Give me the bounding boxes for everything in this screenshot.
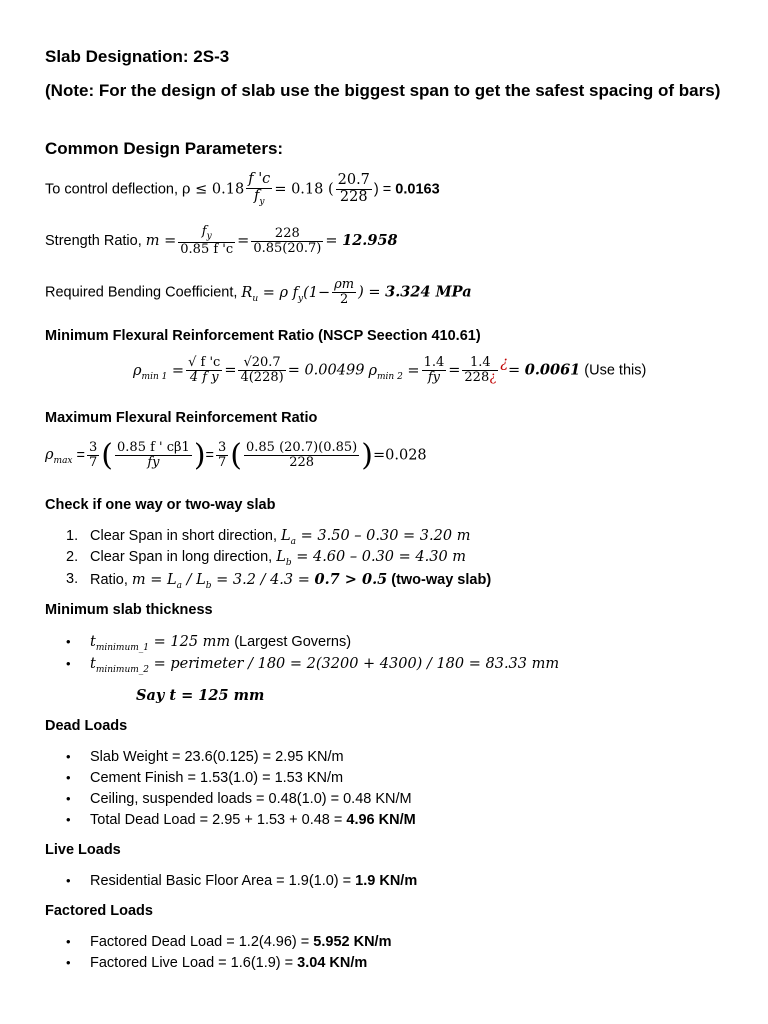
list-item: Ratio, $m = L_a / L_b = 3.2 / 4.3 = 0.7 > 0.5$ (two-way slab): [90, 571, 492, 591]
bullet-icon: •: [66, 749, 71, 764]
deflection-fraction-2: $\frac{20.7}{228}$: [337, 172, 370, 206]
strength-ratio-line: Strength Ratio, m = $\frac{f_y}{0.85 f 'c}$ = $\frac{228}{0.85(20.7)}$ = 12.958: [45, 224, 398, 258]
list-item-number: 2.: [66, 549, 79, 565]
list-item-number: 3.: [66, 571, 79, 587]
list-item: Clear Span in long direction, $L_b = 4.60 - 0.30 = 4.30$ m: [90, 549, 467, 568]
common-params-heading: Common Design Parameters:: [45, 139, 284, 158]
list-item: $t_{minimum\_2}$ = perimeter / 180 = 2(3200 + 4300) / 180 = 83.33 mm: [90, 656, 560, 675]
bullet-icon: •: [66, 873, 71, 888]
max-flex-result: =0.028: [372, 447, 427, 464]
check-heading: Check if one way or two-way slab: [45, 497, 276, 513]
list-item: Total Dead Load = 2.95 + 1.53 + 0.48 = 4.96 KN/M: [90, 812, 416, 828]
deflection-line: To control deflection, ρ ≤ 0.18 $\frac{f 'c}{f_y}$ = 0.18 ( $\frac{20.7}{228}$ ) = 0.0163: [45, 171, 440, 207]
list-item: Ceiling, suspended loads = 0.48(1.0) = 0.48 KN/M: [90, 791, 412, 807]
max-flex-line: $\rho_{max}$ = $\frac{3}{7}$ ( $\frac{0.85 f ' c\beta 1}{fy}$ )= $\frac{3}{7}$ ( $\frac{0.85 (20.7)(0.85)}{228}$ )=0.028: [45, 438, 427, 473]
min-flex-result: 0.0061: [524, 361, 581, 379]
bullet-icon: •: [66, 934, 71, 949]
bullet-icon: •: [66, 955, 71, 970]
list-item: $t_{minimum\_1} = 125$ mm (Largest Governs): [90, 634, 352, 653]
bullet-icon: •: [66, 634, 71, 649]
list-item: Clear Span in short direction, $L_a = 3.50 - 0.30 = 3.20$ m: [90, 528, 471, 547]
slab-designation: Slab Designation: 2S-3: [45, 47, 230, 66]
deflection-rho: ρ ≤ 0.18: [182, 181, 245, 198]
bullet-icon: •: [66, 656, 71, 671]
bending-coefficient-result: 3.324 MPa: [385, 283, 472, 301]
list-item: Cement Finish = 1.53(1.0) = 1.53 KN/m: [90, 770, 344, 786]
bullet-icon: •: [66, 812, 71, 827]
error-glyph: ¿: [489, 370, 497, 386]
bending-coefficient-line: Required Bending Coefficient, $R_u = \rho$ $f_y(1-$ $\frac{\rho m}{2}$ ) = 3.324 MPa: [45, 277, 472, 308]
list-item: Slab Weight = 23.6(0.125) = 2.95 KN/m: [90, 749, 344, 765]
bullet-icon: •: [66, 791, 71, 806]
min-flex-line: $\rho_{min 1}$ = $\frac{√ f 'c}{\text{4 f y}}$ = $\frac{√20.7}{4(228)}$ = 0.00499 $\rho_{min 2}$ = $\frac{1.4}{fy}$ = $\frac{1.4}{228¿}$ ¿= 0.0061 (Use this): [133, 354, 647, 386]
dead-loads-heading: Dead Loads: [45, 718, 128, 734]
list-item-number: 1.: [66, 528, 79, 544]
min-flex-heading: Minimum Flexural Reinforcement Ratio (NSCP Seection 410.61): [45, 328, 481, 344]
deflection-fraction: $\frac{f 'c}{f_y}$: [248, 171, 271, 207]
list-item: Residential Basic Floor Area = 1.9(1.0) = 1.9 KN/m: [90, 873, 418, 889]
strength-ratio-result: 12.958: [342, 232, 398, 250]
max-flex-heading: Maximum Flexural Reinforcement Ratio: [45, 410, 318, 426]
factored-loads-heading: Factored Loads: [45, 903, 153, 919]
design-note: (Note: For the design of slab use the biggest span to get the safest spacing of bars): [45, 81, 721, 100]
min-thickness-heading: Minimum slab thickness: [45, 602, 213, 618]
bullet-icon: •: [66, 770, 71, 785]
list-item: Factored Live Load = 1.6(1.9) = 3.04 KN/m: [90, 955, 368, 971]
deflection-label: To control deflection,: [45, 181, 183, 198]
deflection-result: 0.0163: [395, 181, 440, 198]
list-item: Factored Dead Load = 1.2(4.96) = 5.952 KN/m: [90, 934, 392, 950]
say-thickness: Say t = 125 mm: [136, 687, 265, 704]
live-loads-heading: Live Loads: [45, 842, 121, 858]
